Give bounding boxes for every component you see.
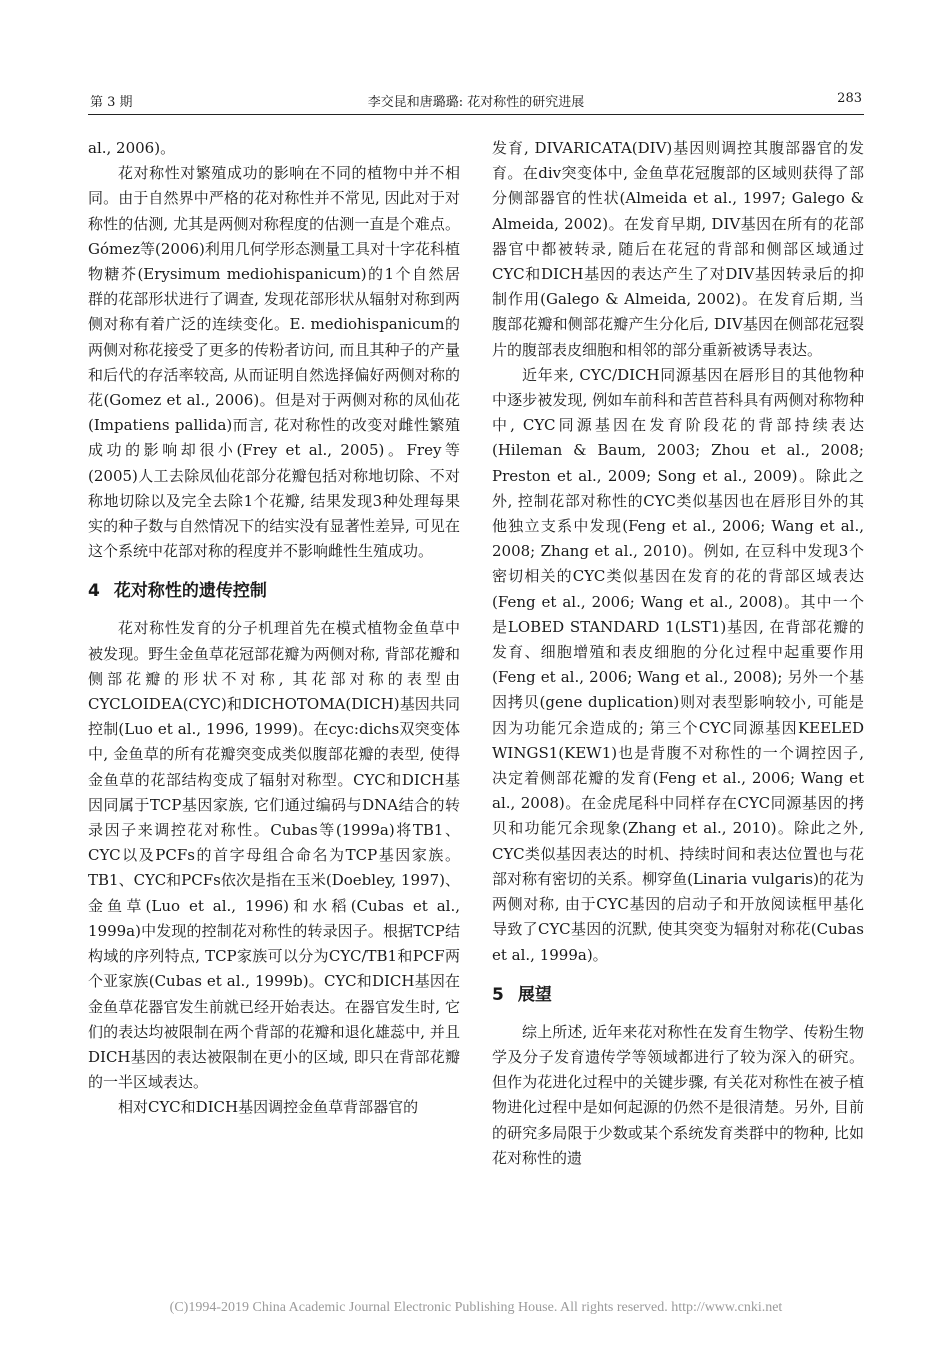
paragraph: al., 2006)。 <box>88 139 176 157</box>
paragraph: 相对CYC和DICH基因调控金鱼草背部器官的 <box>118 1098 419 1117</box>
paragraph: 近年来, CYC/DICH同源基因在唇形目的其他物种中逐步被发现, 例如车前科和苦苣苔科具有两侧对称物种中, CYC同源基因在发育阶段花的背部持续表达(Hileman & Baum, 2003; Zhou et al., 2008; Preston et al., 2009; Song et al., 2009)。除此之外, 控制花部对称性的CYC类似基因也在唇形目外的其他独立支系中发现(Feng et al., 2006; Wang et al., 2008; Zhang et al., 2010)。例如, 在豆科中发现3个密切相关的CYC类似基因在发育的花的背部区域表达(Feng et al., 2006; Wang et al., 2008)。其中一个是LOBED STANDARD 1(LST1)基因, 在背部花瓣的发育、细胞增殖和表皮细胞的分化过程中起重要作用(Feng et al., 2006; Wang et al., 2008); 另外一个基因拷贝(gene duplication)则对表型影响较小, 可能是因为功能冗余造成的; 第三个CYC同源基因KEELED WINGS1(KEW1)也是背腹不对称性的一个调控因子, 决定着侧部花瓣的发育(Feng et al., 2006; Wang et al., 2008)。在金虎尾科中同样存在CYC同源基因的拷贝和功能冗余现象(Zhang et al., 2010)。除此之外, CYC类似基因表达的时机、持续时间和表达位置也与花部对称有密切的关系。柳穿鱼(Linaria vulgaris)的花为两侧对称, 由于CYC基因的启动子和开放阅读框甲基化导致了CYC基因的沉默, 使其突变为辐射对称花(Cubas et al., 1999a)。 <box>492 365 864 964</box>
paragraph: 综上所述, 近年来花对称性在发育生物学、传粉生物学及分子发育遗传学等领域都进行了较为深入的研究。但作为花进化过程中的关键步骤, 有关花对称性在被子植物进化过程中是如何起源的仍然不是很清楚。另外, 目前的研究多局限于少数或某个系统发育类群中的物种, 比如花对称性的遗 <box>492 1022 864 1167</box>
page-number: 283 <box>837 91 862 106</box>
paragraph: 发育, DIVARICATA(DIV)基因则调控其腹部器官的发育。在div突变体中, 金鱼草花冠腹部的区域则获得了部分侧部器官的性状(Almeida et al., 1997; Galego & Almeida, 2002)。在发育早期, DIV基因在所有的花部器官中都被转录, 随后在花冠的背部和侧部区域通过CYC和DICH基因的表达产生了对DIV基因转录后的抑制作用(Galego & Almeida, 2002)。在发育后期, 当腹部花瓣和侧部花瓣产生分化后, DIV基因在侧部花冠裂片的腹部表皮细胞和相邻的部分重新被诱导表达。 <box>492 139 864 359</box>
right-column <box>492 136 864 1171</box>
running-title: 李交昆和唐璐璐: 花对称性的研究进展 <box>367 95 585 110</box>
paragraph: 花对称性对繁殖成功的影响在不同的植物中并不相同。由于自然界中严格的花对称性并不常见, 因此对于对称性的估测, 尤其是两侧对称程度的估测一直是个难点。Gómez等(2006)利用几何学形态测量工具对十字花科植物糖芥(Erysimum mediohispanicum)的1个自然居群的花部形状进行了调查, 发现花部形状从辐射对称到两侧对称有着广泛的连续变化。E. mediohispanicum的两侧对称花接受了更多的传粉者访问, 而且其种子的产量和后代的存活率较高, 从而证明自然选择偏好两侧对称的花(Gomez et al., 2006)。但是对于两侧对称的凤仙花(Impatiens pallida)而言, 花对称性的改变对雌性繁殖成功的影响却很小(Frey et al., 2005)。Frey等(2005)人工去除凤仙花部分花瓣包括对称地切除、不对称地切除以及完全去除1个花瓣, 结果发现3种处理每果实的种子数与自然情况下的结实没有显著性差异, 可见在这个系统中花部对称的程度并不影响雌性生殖成功。 <box>88 164 460 561</box>
section-title: 花对称性的遗传控制 <box>113 581 267 602</box>
copyright-footer: (C)1994-2019 China Academic Journal Electronic Publishing House. All rights reserved. http://www.cnki.net <box>169 1300 783 1315</box>
running-header <box>88 88 864 115</box>
section-heading <box>492 982 864 1008</box>
issue-number: 第 3 期 <box>90 95 133 110</box>
section-number: 5 <box>492 984 504 1005</box>
section-title: 展望 <box>517 984 552 1005</box>
section-heading <box>88 578 460 604</box>
paragraph: 花对称性发育的分子机理首先在模式植物金鱼草中被发现。野生金鱼草花冠部花瓣为两侧对称, 背部花瓣和侧部花瓣的形状不对称, 其花部对称的表型由CYCLOIDEA(CYC)和DICHOTOMA(DICH)基因共同控制(Luo et al., 1996, 1999)。在cyc:dichs双突变体中, 金鱼草的所有花瓣突变成类似腹部花瓣的表型, 使得金鱼草的花部结构变成了辐射对称型。CYC和DICH基因同属于TCP基因家族, 它们通过编码与DNA结合的转录因子来调控花对称性。Cubas等(1999a)将TB1、CYC以及PCFs的首字母组合命名为TCP基因家族。TB1、CYC和PCFs依次是指在玉米(Doebley, 1997)、金鱼草(Luo et al., 1996)和水稻(Cubas et al., 1999a)中发现的控制花对称性的转录因子。根据TCP结构域的序列特点, TCP家族可以分为CYC/TB1和PCF两个亚家族(Cubas et al., 1999b)。CYC和DICH基因在金鱼草花器官发生前就已经开始表达。在器官发生时, 它们的表达均被限制在两个背部的花瓣和退化雄蕊中, 并且DICH基因的表达被限制在更小的区域, 即只在背部花瓣的一半区域表达。 <box>88 619 460 1092</box>
left-column <box>88 136 460 1121</box>
section-number: 4 <box>88 581 100 602</box>
